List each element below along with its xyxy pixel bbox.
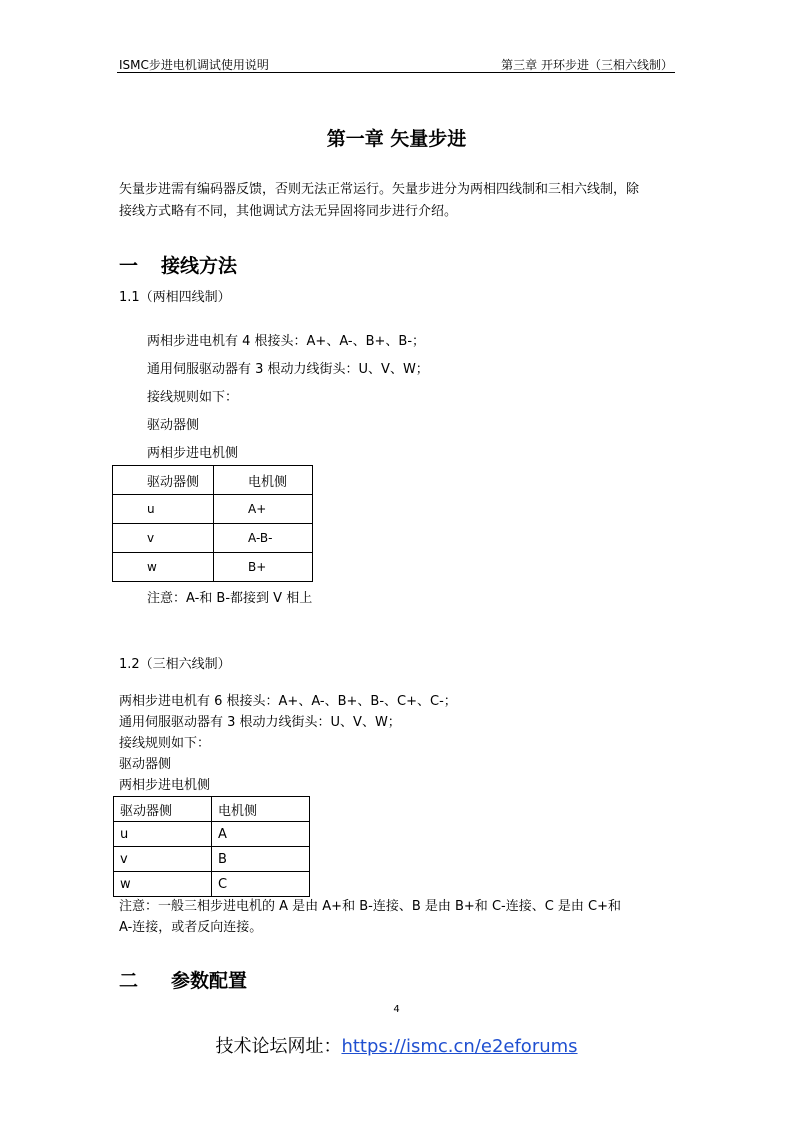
table-cell: u <box>113 495 214 524</box>
sub1-line-2: 通用伺服驱动器有 3 根动力线街头：U、V、W； <box>147 362 429 377</box>
section-1-number: 一 <box>119 255 139 277</box>
header-rule <box>117 72 675 73</box>
header-doc-title: ISMC步进电机调试使用说明 <box>119 58 269 72</box>
footer <box>0 1032 793 1058</box>
table-row <box>113 495 313 524</box>
table-cell: C <box>212 872 310 897</box>
sub2-note-line-1: 注意：一般三相步进电机的 A 是由 A+和 B-连接、B 是由 B+和 C-连接、C 是由 C+和 <box>119 899 622 914</box>
sub1-line-4: 驱动器侧 <box>147 418 200 433</box>
table-row <box>114 847 310 872</box>
subsection-1-1-title: 1.1（两相四线制） <box>119 290 231 305</box>
sub2-note-line-2: A-连接，或者反向连接。 <box>119 920 263 935</box>
subsection-1-2-title: 1.2（三相六线制） <box>119 657 231 672</box>
sub2-line-5: 两相步进电机侧 <box>119 778 211 793</box>
wiring-table-2phase <box>112 465 313 582</box>
table-cell: A <box>212 822 310 847</box>
header-chapter-title: 第三章 开环步进（三相六线制） <box>501 58 673 72</box>
table-row <box>113 524 313 553</box>
section-2-heading <box>119 966 247 993</box>
table-cell: A+ <box>214 495 313 524</box>
section-1-title: 接线方法 <box>161 255 238 277</box>
table-cell: v <box>114 847 212 872</box>
table-row <box>114 872 310 897</box>
section-2-number: 二 <box>119 970 139 992</box>
table-header-cell: 电机侧 <box>214 466 313 495</box>
section-1-heading <box>119 251 237 278</box>
table-cell: B+ <box>214 553 313 582</box>
table-header-cell: 驱动器侧 <box>114 797 212 822</box>
table-row <box>113 553 313 582</box>
page-number: 4 <box>393 1004 400 1015</box>
sub1-note: 注意：A-和 B-都接到 V 相上 <box>147 591 313 606</box>
table-cell: v <box>113 524 214 553</box>
section-2-title: 参数配置 <box>171 970 248 992</box>
table-cell: u <box>114 822 212 847</box>
table-row <box>114 822 310 847</box>
table-cell: w <box>114 872 212 897</box>
sub1-line-3: 接线规则如下： <box>147 390 239 405</box>
wiring-table-3phase <box>113 796 310 897</box>
chapter-title: 第一章 矢量步进 <box>326 128 467 150</box>
table-header-cell: 电机侧 <box>212 797 310 822</box>
footer-label: 技术论坛网址： <box>215 1036 342 1057</box>
table-header-row <box>113 466 313 495</box>
table-cell: A-B- <box>214 524 313 553</box>
intro-line-2: 接线方式略有不同，其他调试方法无异固将同步进行介绍。 <box>119 204 458 219</box>
table-header-cell: 驱动器侧 <box>113 466 214 495</box>
sub2-line-1: 两相步进电机有 6 根接头：A+、A-、B+、B-、C+、C-； <box>119 694 457 709</box>
sub2-line-3: 接线规则如下： <box>119 736 211 751</box>
sub1-line-5: 两相步进电机侧 <box>147 446 239 461</box>
sub2-line-4: 驱动器侧 <box>119 757 172 772</box>
table-cell: B <box>212 847 310 872</box>
sub1-line-1: 两相步进电机有 4 根接头：A+、A-、B+、B-； <box>147 334 426 349</box>
table-header-row <box>114 797 310 822</box>
sub2-line-2: 通用伺服驱动器有 3 根动力线街头：U、V、W； <box>119 715 401 730</box>
table-cell: w <box>113 553 214 582</box>
intro-line-1: 矢量步进需有编码器反馈，否则无法正常运行。矢量步进分为两相四线制和三相六线制，除 <box>119 182 640 197</box>
forum-link[interactable]: https://ismc.cn/e2eforums <box>341 1036 578 1057</box>
